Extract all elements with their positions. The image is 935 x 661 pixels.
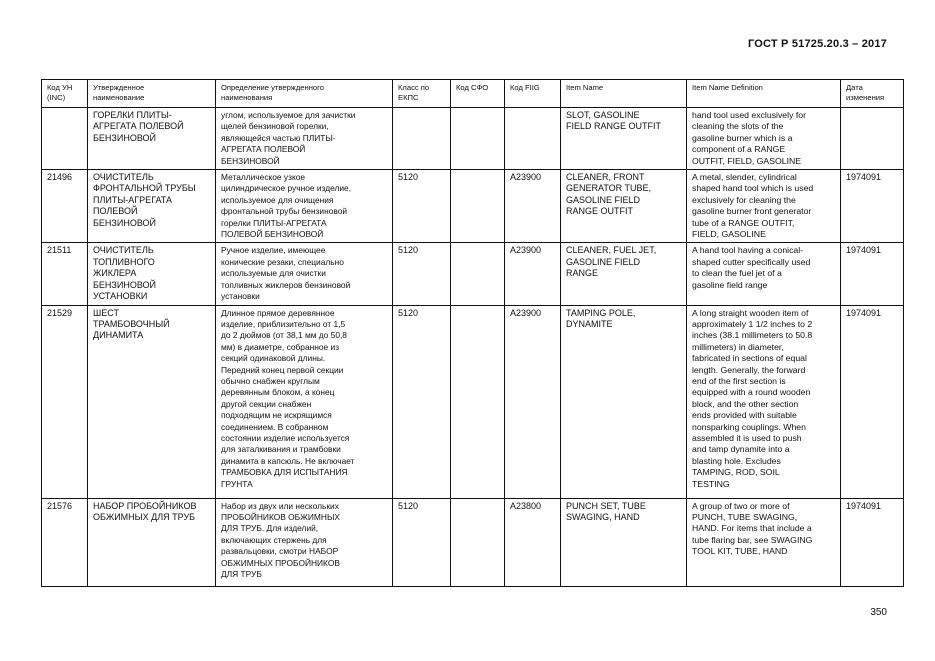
standard-designation: ГОСТ Р 51725.20.3 – 2017 [747, 38, 887, 50]
cell-name-ru: ГОРЕЛКИ ПЛИТЫ- АГРЕГАТА ПОЛЕВОЙ БЕНЗИНОВОЙ [88, 108, 216, 170]
cell-definition-en: A hand tool having a conical- shaped cutter specifically used to clean the fuel jet of a gasoline field range [687, 243, 841, 305]
header-item-name: Item Name [561, 80, 687, 108]
header-ekps-class: Класс по ЕКПС [393, 80, 451, 108]
cell-definition-ru: Ручное изделие, имеющее конические резаки, специально используемые для очистки топливных жиклеров бензиновой установки [216, 243, 393, 305]
cell-date: 1974091 [841, 243, 904, 305]
cell-name-ru: ОЧИСТИТЕЛЬ ТОПЛИВНОГО ЖИКЛЕРА БЕНЗИНОВОЙ УСТАНОВКИ [88, 243, 216, 305]
cell-definition-en: A group of two or more of PUNCH, TUBE SWAGING, HAND. For items that include a tube flaring bar, see SWAGING TOOL KIT, TUBE, HAND [687, 498, 841, 586]
cell-name-ru: НАБОР ПРОБОЙНИКОВ ОБЖИМНЫХ ДЛЯ ТРУБ [88, 498, 216, 586]
header-change-date: Дата изменения [841, 80, 904, 108]
cell-inc: 21576 [42, 498, 88, 586]
cell-fiig: A23900 [505, 305, 561, 498]
cell-fiig: A23900 [505, 170, 561, 243]
cell-sfo [451, 498, 505, 586]
cell-class: 5120 [393, 305, 451, 498]
table-row [42, 108, 904, 170]
table-row [42, 243, 904, 305]
cell-sfo [451, 305, 505, 498]
header-item-name-definition: Item Name Definition [687, 80, 841, 108]
cell-definition-ru: Металлическое узкое цилиндрическое ручное изделие, используемое для очищения фронтальной трубы бензиновой горелки ПЛИТЫ-АГРЕГАТА ПОЛЕВОЙ БЕНЗИНОВОЙ [216, 170, 393, 243]
cell-inc [42, 108, 88, 170]
cell-item-name: CLEANER, FRONT GENERATOR TUBE, GASOLINE FIELD RANGE OUTFIT [561, 170, 687, 243]
table-row [42, 498, 904, 586]
cell-date: 1974091 [841, 498, 904, 586]
cell-definition-en: hand tool used exclusively for cleaning the slots of the gasoline burner which is a component of a RANGE OUTFIT, FIELD, GASOLINE [687, 108, 841, 170]
header-fiig-code: Код FIIG [505, 80, 561, 108]
cell-fiig: A23900 [505, 243, 561, 305]
cell-class [393, 108, 451, 170]
cell-class: 5120 [393, 170, 451, 243]
cell-definition-en: A metal, slender, cylindrical shaped hand tool which is used exclusively for cleaning the gasoline burner front generator tube of a RANGE OUTFIT, FIELD, GASOLINE [687, 170, 841, 243]
classification-table [41, 79, 904, 587]
header-approved-name: Утвержденное наименование [88, 80, 216, 108]
cell-fiig: A23800 [505, 498, 561, 586]
cell-class: 5120 [393, 243, 451, 305]
table-row [42, 305, 904, 498]
cell-name-ru: ОЧИСТИТЕЛЬ ФРОНТАЛЬНОЙ ТРУБЫ ПЛИТЫ-АГРЕГАТА ПОЛЕВОЙ БЕНЗИНОВОЙ [88, 170, 216, 243]
cell-definition-ru: Набор из двух или нескольких ПРОБОЙНИКОВ ОБЖИМНЫХ ДЛЯ ТРУБ. Для изделий, включающих стержень для развальцовки, смотри НАБОР ОБЖИМНЫХ ПРОБОЙНИКОВ ДЛЯ ТРУБ [216, 498, 393, 586]
header-sfo-code: Код СФО [451, 80, 505, 108]
table-header-row [42, 80, 904, 108]
cell-sfo [451, 108, 505, 170]
cell-fiig [505, 108, 561, 170]
cell-date [841, 108, 904, 170]
cell-class: 5120 [393, 498, 451, 586]
cell-item-name: PUNCH SET, TUBE SWAGING, HAND [561, 498, 687, 586]
cell-item-name: CLEANER, FUEL JET, GASOLINE FIELD RANGE [561, 243, 687, 305]
table-row [42, 170, 904, 243]
cell-date: 1974091 [841, 170, 904, 243]
cell-date: 1974091 [841, 305, 904, 498]
cell-inc: 21496 [42, 170, 88, 243]
cell-name-ru: ШЕСТ ТРАМБОВОЧНЫЙ ДИНАМИТА [88, 305, 216, 498]
cell-definition-ru: углом, используемое для зачистки щелей бензиновой горелки, являющейся частью ПЛИТЫ- АГРЕГАТА ПОЛЕВОЙ БЕНЗИНОВОЙ [216, 108, 393, 170]
cell-definition-en: A long straight wooden item of approximately 1 1/2 inches to 2 inches (38.1 millimeters to 50.8 millimeters) in diameter, fabricated in sections of equal length. Generally, the forward end of the first section is equipped with a round wooden block, and the other section ends provided with suitable nonsparking couplings. When assembled it is used to push and tamp dynamite into a blasting hole. Excludes TAMPING, ROD, SOIL TESTING [687, 305, 841, 498]
header-inc: Код УН (INC) [42, 80, 88, 108]
cell-item-name: TAMPING POLE, DYNAMITE [561, 305, 687, 498]
header-definition: Определение утвержденного наименования [216, 80, 393, 108]
cell-sfo [451, 243, 505, 305]
cell-item-name: SLOT, GASOLINE FIELD RANGE OUTFIT [561, 108, 687, 170]
cell-inc: 21529 [42, 305, 88, 498]
cell-definition-ru: Длинное прямое деревянное изделие, приблизительно от 1,5 до 2 дюймов (от 38,1 мм до 50,8 мм) в диаметре, собранное из секций одинаковой длины. Передний конец первой секции обычно снабжен круглым деревянным блоком, а конец другой секции снабжен подходящим не искрящимся соединением. В собранном состоянии изделие используется для заталкивания и трамбовки динамита в капсюль. Не включает ТРАМБОВКА ДЛЯ ИСПЫТАНИЯ ГРУНТА [216, 305, 393, 498]
cell-sfo [451, 170, 505, 243]
page-number: 350 [870, 607, 887, 618]
cell-inc: 21511 [42, 243, 88, 305]
